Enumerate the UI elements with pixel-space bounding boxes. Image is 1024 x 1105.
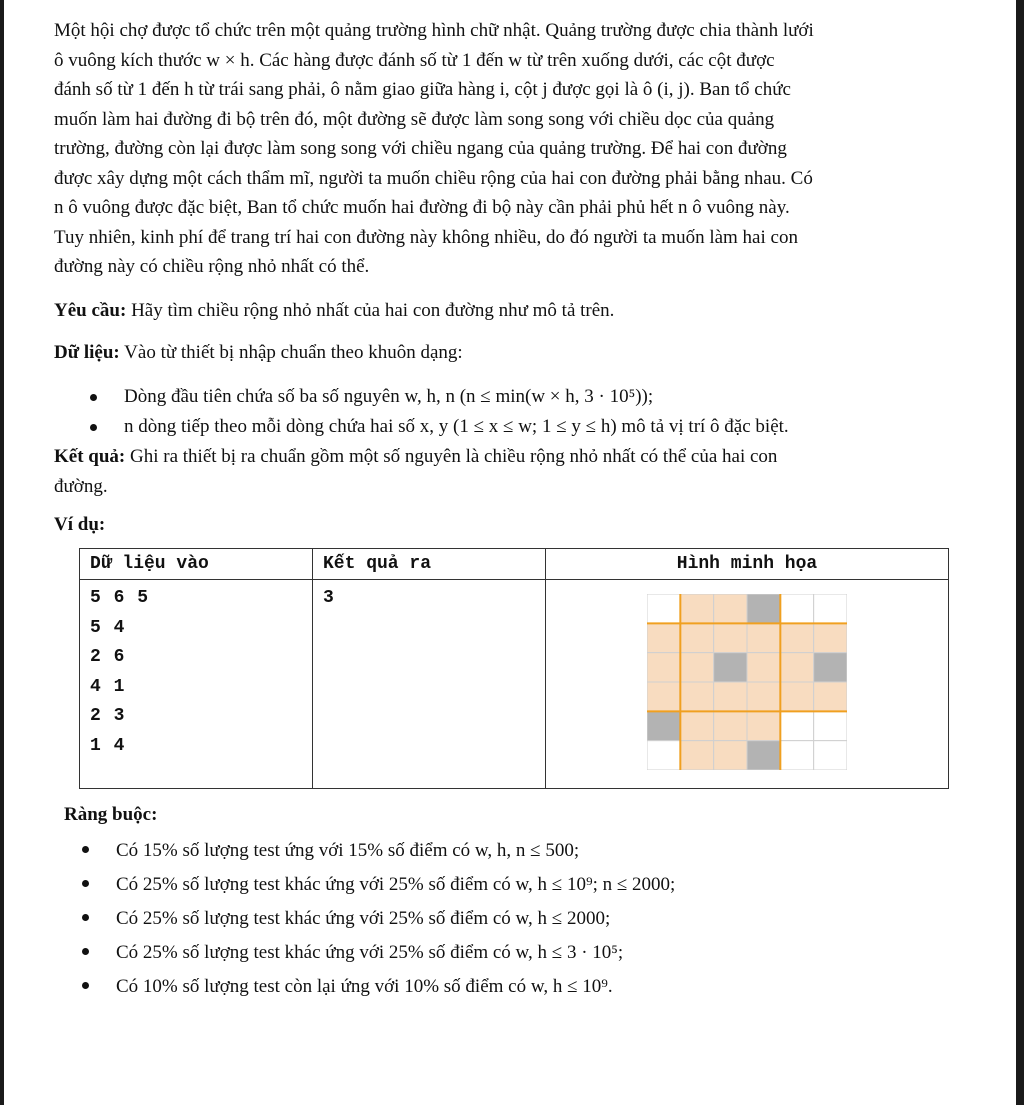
grid-cell [747, 623, 780, 652]
input-line: 5 6 5 [90, 588, 150, 608]
statement-line: trường, đường còn lại được làm song song với chiều ngang của quảng trường. Để hai con đường [54, 138, 787, 159]
statement-line: Một hội chợ được tổ chức trên một quảng trường hình chữ nhật. Quảng trường được chia thành lưới [54, 20, 814, 41]
grid-cell [814, 682, 847, 711]
example-label: Ví dụ: [54, 514, 106, 535]
grid-cell [680, 653, 713, 682]
output-spec-text-cont: đường. [54, 475, 108, 497]
document-page [4, 0, 1016, 1105]
grid-cell [814, 594, 847, 623]
requirement-text: Hãy tìm chiều rộng nhỏ nhất của hai con đường như mô tả trên. [126, 300, 615, 321]
grid-cell [680, 711, 713, 740]
example-table [79, 548, 949, 789]
grid-cell [747, 682, 780, 711]
requirement-label: Yêu cầu: [54, 300, 127, 321]
special-cell [647, 711, 680, 740]
grid-cell [647, 623, 680, 652]
constraints-list [116, 834, 675, 1004]
list-item: n dòng tiếp theo mỗi dòng chứa hai số x, y (1 ≤ x ≤ w; 1 ≤ y ≤ h) mô tả vị trí ô đặc biệt. [124, 412, 789, 442]
output-spec-paragraph [54, 442, 974, 501]
output-value: 3 [323, 588, 335, 608]
output-cell [313, 580, 546, 789]
grid-cell [714, 741, 747, 770]
statement-line: n ô vuông được đặc biệt, Ban tổ chức muốn hai đường đi bộ này cần phải phủ hết n ô vuông này. [54, 197, 790, 218]
input-spec-paragraph [54, 338, 974, 368]
special-cell [747, 594, 780, 623]
input-line: 5 4 [90, 617, 126, 638]
list-item: Có 10% số lượng test còn lại ứng với 10% số điểm có w, h ≤ 10⁹. [116, 970, 675, 1004]
header-output: Kết quả ra [313, 549, 546, 580]
grid-cell [814, 623, 847, 652]
input-spec-label: Dữ liệu: [54, 342, 120, 363]
statement-line: đường này có chiều rộng nhỏ nhất có thể. [54, 256, 370, 277]
grid-cell [680, 741, 713, 770]
output-spec-text: Ghi ra thiết bị ra chuẩn gồm một số nguyên là chiều rộng nhỏ nhất có thể của hai con [125, 446, 778, 467]
statement-line: ô vuông kích thước w × h. Các hàng được đánh số từ 1 đến w từ trên xuống dưới, các cột được [54, 49, 775, 71]
grid-svg [647, 594, 847, 770]
grid-cell [647, 741, 680, 770]
statement-line: được xây dựng một cách thẩm mĩ, người ta muốn chiều rộng của hai con đường phải bằng nhau. Có [54, 167, 813, 189]
grid-cell [680, 623, 713, 652]
grid-cell [647, 682, 680, 711]
list-item: Có 25% số lượng test khác ứng với 25% số điểm có w, h ≤ 3 · 10⁵; [116, 936, 675, 970]
grid-cell [647, 653, 680, 682]
grid-cell [647, 594, 680, 623]
input-line: 4 1 [90, 676, 126, 697]
grid-cell [780, 594, 813, 623]
special-cell [747, 741, 780, 770]
statement-line: đánh số từ 1 đến h từ trái sang phải, ô nằm giao giữa hàng i, cột j được gọi là ô (i, j). Ban tổ chức [54, 79, 791, 100]
statement-line: muốn làm hai đường đi bộ trên đó, một đường sẽ được làm song song với chiều dọc của quảng [54, 108, 775, 130]
grid-cell [780, 741, 813, 770]
illustration-cell [546, 580, 949, 789]
grid-cell [747, 711, 780, 740]
special-cell [814, 653, 847, 682]
grid-cell [814, 741, 847, 770]
grid-cell [747, 653, 780, 682]
grid-cell [714, 682, 747, 711]
input-line: 1 4 [90, 735, 126, 756]
list-item: Có 15% số lượng test ứng với 15% số điểm có w, h, n ≤ 500; [116, 834, 675, 868]
statement-line: Tuy nhiên, kinh phí để trang trí hai con đường này không nhiều, do đó người ta muốn làm hai con [54, 226, 798, 248]
requirement-paragraph [54, 296, 974, 326]
grid-cell [714, 711, 747, 740]
header-input: Dữ liệu vào [80, 549, 313, 580]
constraints-label: Ràng buộc: [64, 804, 158, 825]
input-spec-text: Vào từ thiết bị nhập chuẩn theo khuôn dạng: [119, 342, 463, 363]
grid-cell [814, 711, 847, 740]
special-cell [714, 653, 747, 682]
list-item: Có 25% số lượng test khác ứng với 25% số điểm có w, h ≤ 2000; [116, 902, 675, 936]
input-line: 2 6 [90, 647, 126, 667]
input-spec-list [124, 382, 789, 442]
output-spec-label: Kết quả: [54, 446, 126, 467]
illustration-grid [647, 594, 847, 770]
input-cell [80, 580, 313, 789]
grid-cell [780, 653, 813, 682]
grid-cell [780, 711, 813, 740]
header-illustration: Hình minh họa [546, 549, 949, 580]
grid-cell [680, 594, 713, 623]
grid-cell [714, 623, 747, 652]
input-line: 2 3 [90, 706, 126, 726]
grid-cell [680, 682, 713, 711]
problem-statement [54, 16, 974, 282]
grid-cell [780, 623, 813, 652]
list-item: Dòng đầu tiên chứa số ba số nguyên w, h, n (n ≤ min(w × h, 3 · 10⁵)); [124, 382, 789, 412]
grid-cell [780, 682, 813, 711]
grid-cell [714, 594, 747, 623]
list-item: Có 25% số lượng test khác ứng với 25% số điểm có w, h ≤ 10⁹; n ≤ 2000; [116, 868, 675, 902]
